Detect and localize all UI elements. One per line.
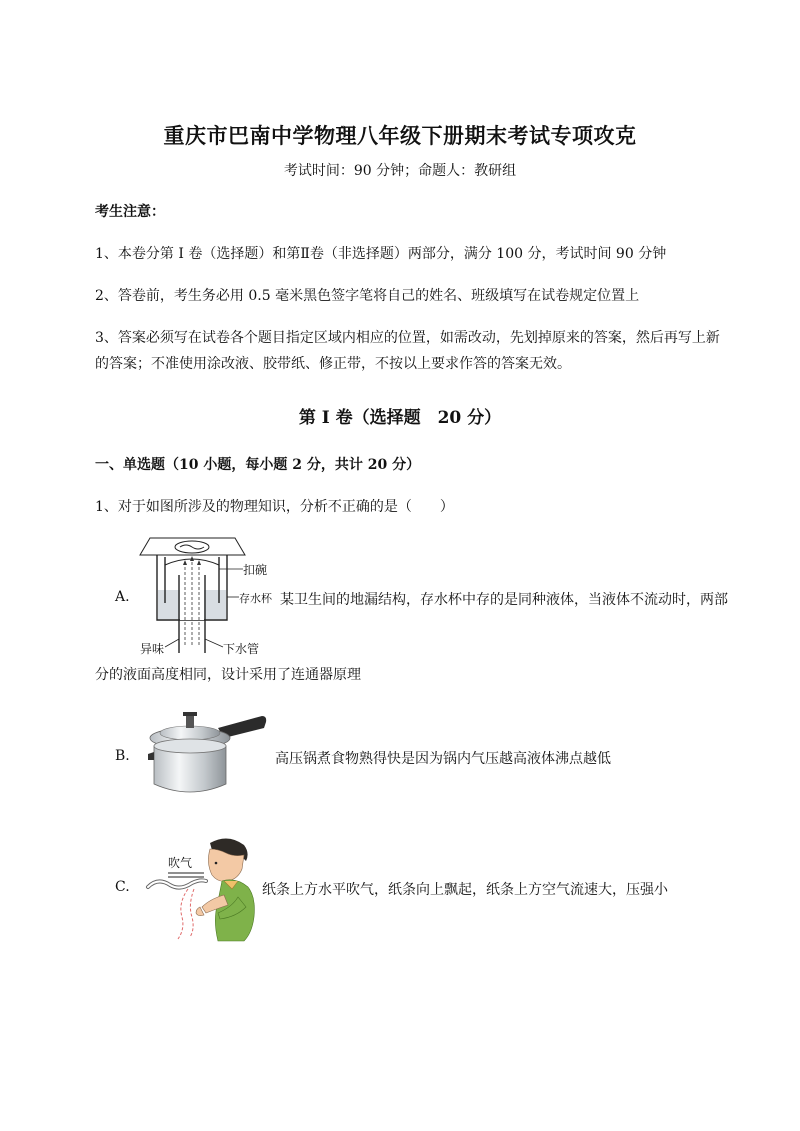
notice-heading: 考生注意： [95, 204, 165, 220]
section-title: 第 I 卷（选择题 20 分） [298, 408, 502, 428]
label-blow: 吹气 [168, 856, 193, 870]
notice-item-1: 1、本卷分第 I 卷（选择题）和第Ⅱ卷（非选择题）两部分，满分 100 分，考试时间 90 分钟 [95, 246, 667, 262]
label-smell: 异味 [140, 642, 165, 656]
notice-item-2: 2、答卷前，考生务必用 0.5 毫米黑色签字笔将自己的姓名、班级填写在试卷规定位置上 [95, 288, 640, 304]
option-b-text: 高压锅煮食物熟得快是因为锅内气压越高液体沸点越低 [275, 751, 611, 767]
option-c-text: 纸条上方水平吹气，纸条向上飘起，纸条上方空气流速大，压强小 [262, 882, 668, 898]
option-c-letter: C. [115, 879, 130, 895]
part-heading: 一、单选题（10 小题，每小题 2 分，共计 20 分） [95, 457, 421, 473]
pressure-cooker-figure [140, 708, 270, 800]
option-a-text: 某卫生间的地漏结构，存水杯中存的是同种液体，当液体不流动时，两部 [280, 592, 728, 608]
floor-drain-figure [135, 535, 280, 657]
option-b-letter: B. [115, 748, 130, 764]
label-bowl: 扣碗 [243, 563, 268, 577]
label-pipe: 下水管 [223, 642, 260, 656]
label-cup: 存水杯 [239, 592, 272, 605]
blowing-paper-figure [140, 835, 260, 945]
notice-item-3-cont: 的答案；不准使用涂改液、胶带纸、修正带，不按以上要求作答的答案无效。 [95, 356, 571, 372]
notice-item-3: 3、答案必须写在试卷各个题目指定区域内相应的位置，如需改动，先划掉原来的答案，然后再写上新 [95, 330, 720, 346]
option-a-text-cont: 分的液面高度相同，设计采用了连通器原理 [95, 667, 361, 683]
option-a-letter: A. [115, 589, 130, 605]
question-1-stem: 1、对于如图所涉及的物理知识，分析不正确的是（ ） [95, 499, 454, 515]
exam-info: 考试时间：90 分钟；命题人：教研组 [283, 163, 517, 179]
page-title: 重庆市巴南中学物理八年级下册期末考试专项攻克 [163, 123, 637, 148]
